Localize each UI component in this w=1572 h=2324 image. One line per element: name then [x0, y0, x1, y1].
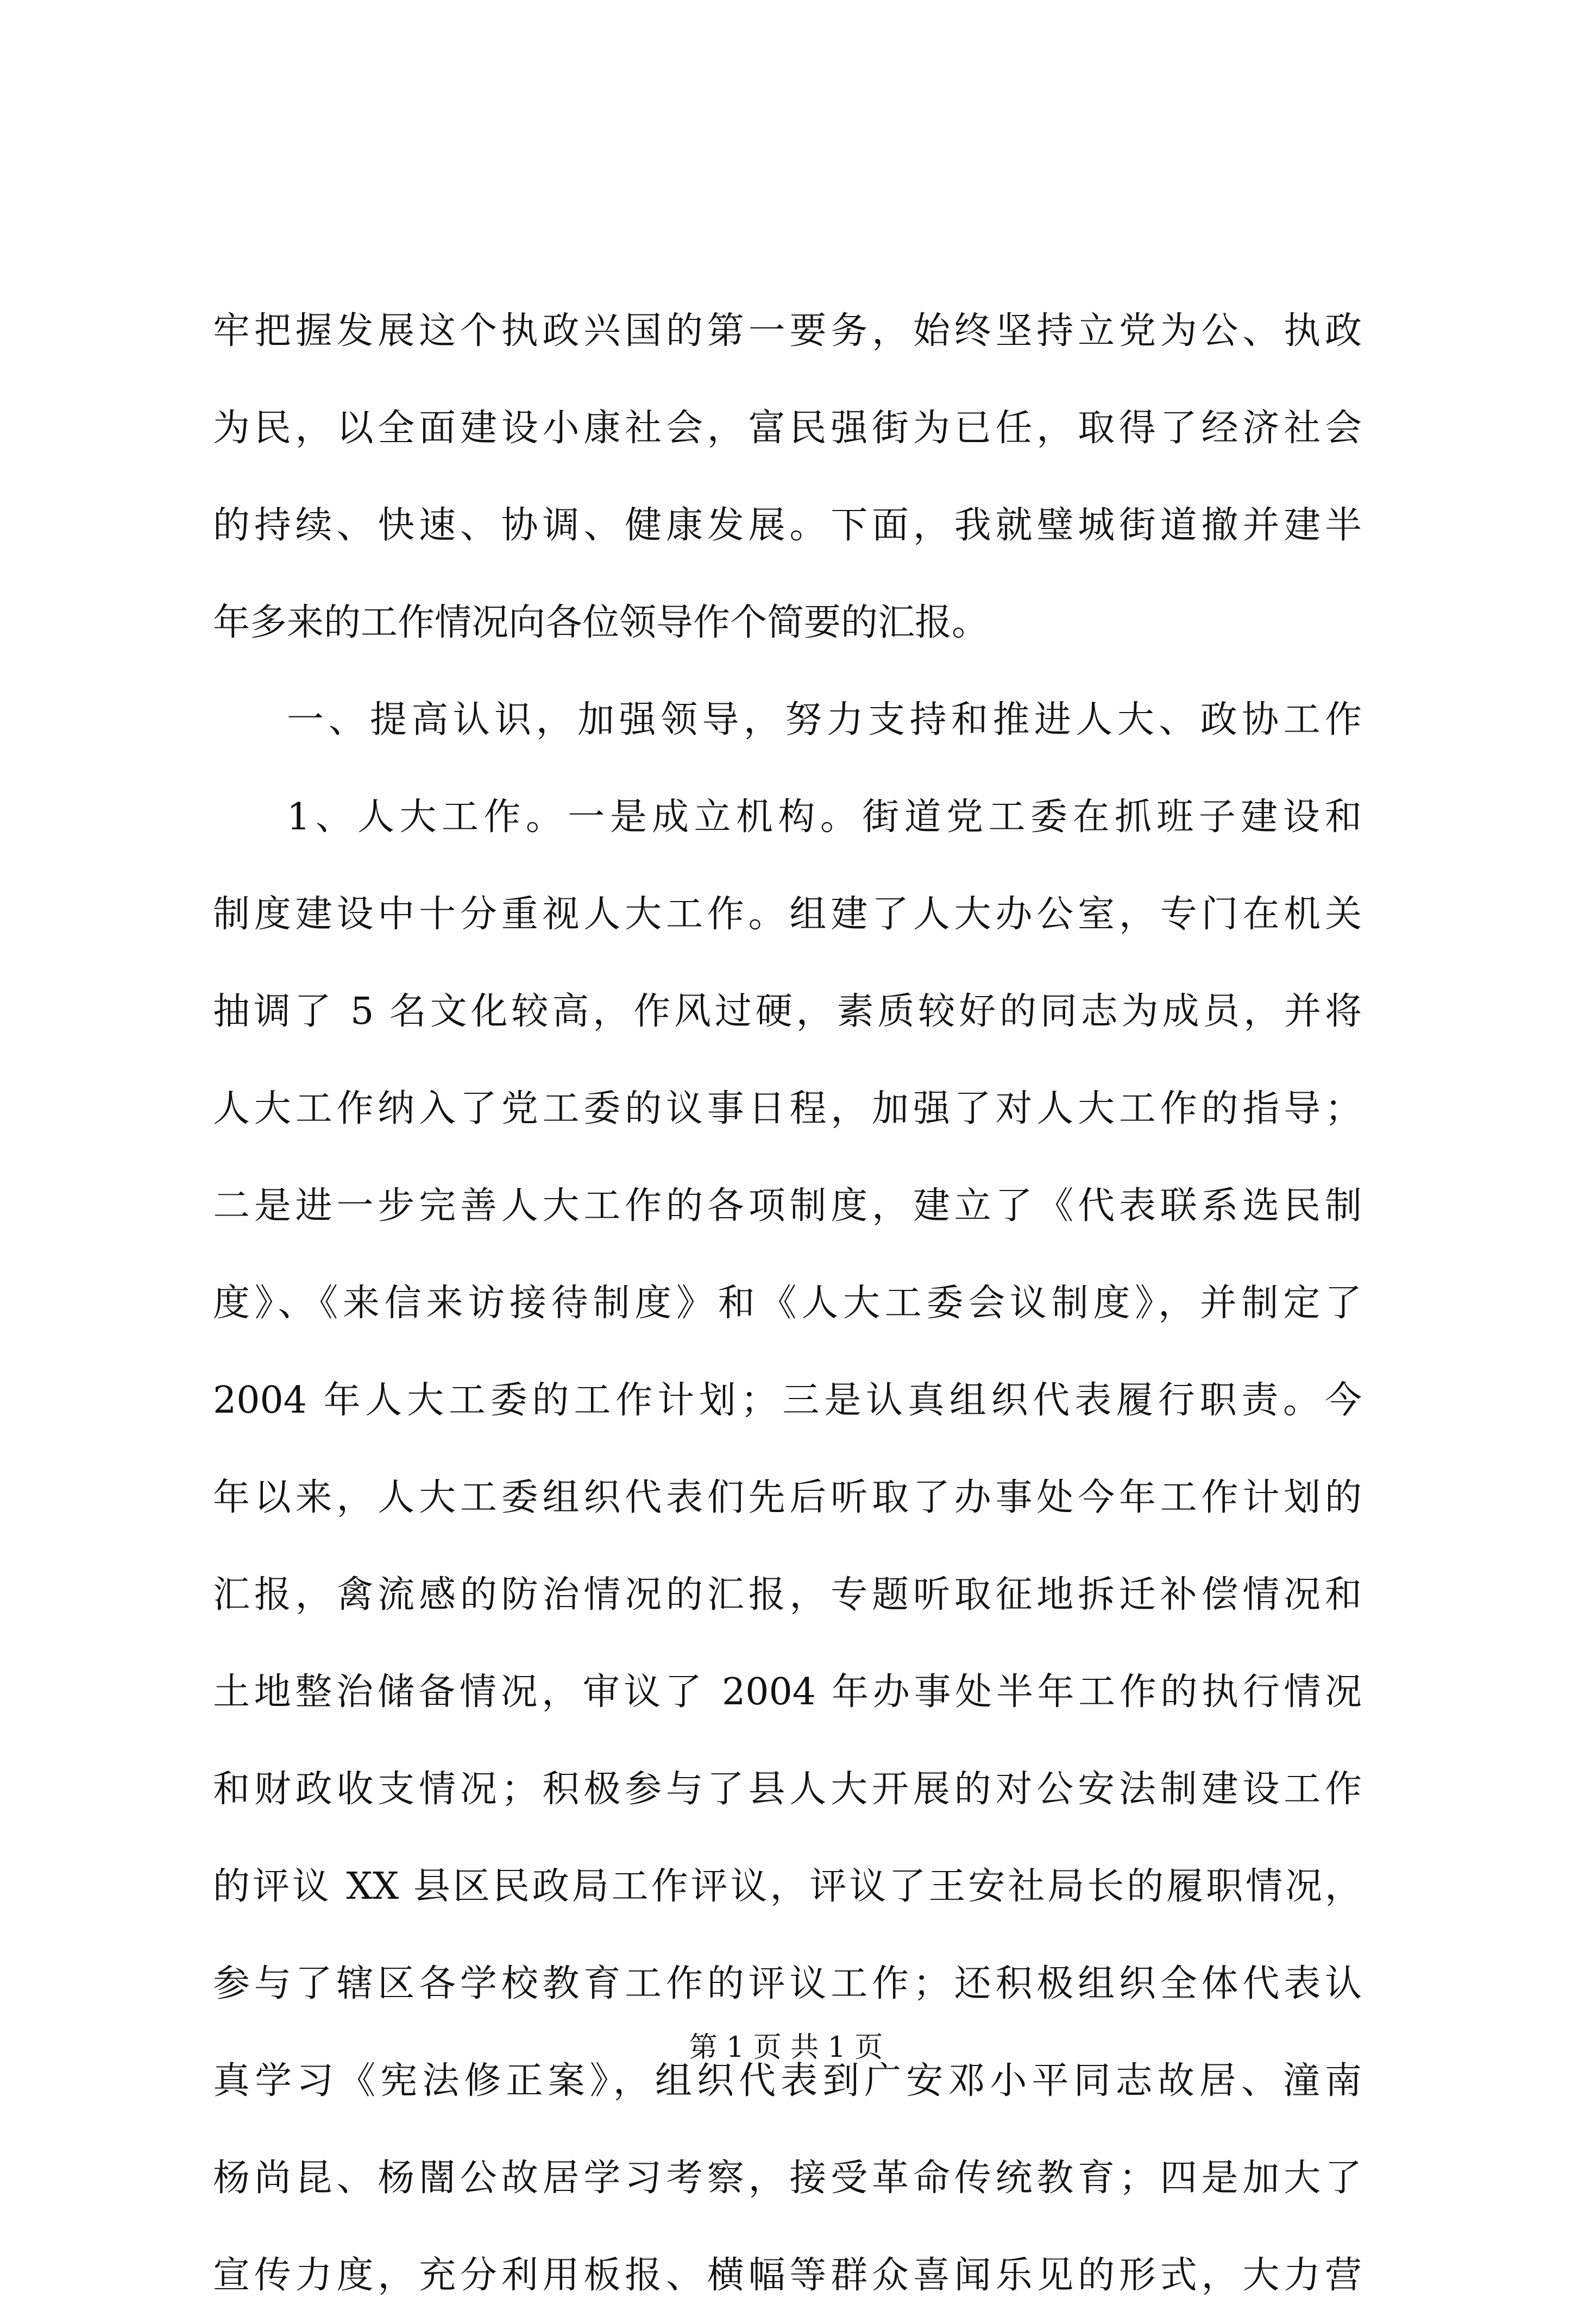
text-line-2: 为民，以全面建设小康社会，富民强街为已任，取得了经济社会 [213, 407, 1362, 450]
text-line-9: 人大工作纳入了党工委的议事日程，加强了对人大工作的指导； [213, 1087, 1362, 1130]
text-line-3: 的持续、快速、协调、健康发展。下面，我就璧城街道撤并建半 [213, 504, 1362, 547]
text-line-4: 年多来的工作情况向各位领导作个简要的汇报。 [213, 601, 989, 644]
section-heading-1: 一、提高认识，加强领导，努力支持和推进人大、政协工作 [287, 698, 1362, 741]
text-line-11: 度》、《来信来访接待制度》和《人大工委会议制度》，并制定了 [213, 1282, 1362, 1325]
text-line-18: 参与了辖区各学校教育工作的评议工作；还积极组织全体代表认 [213, 1962, 1362, 2005]
text-line-12: 2004 年人大工委的工作计划；三是认真组织代表履行职责。今 [213, 1379, 1362, 1422]
text-line-13: 年以来，人大工委组织代表们先后听取了办事处今年工作计划的 [213, 1476, 1362, 1519]
text-line-20: 杨尚昆、杨闇公故居学习考察，接受革命传统教育；四是加大了 [213, 2157, 1362, 2200]
text-line-21: 宣传力度，充分利用板报、横幅等群众喜闻乐见的形式，大力营 [213, 2254, 1362, 2297]
text-line-19: 真学习《宪法修正案》，组织代表到广安邓小平同志故居、潼南 [213, 2060, 1362, 2102]
text-line-6: 1、人大工作。一是成立机构。街道党工委在抓班子建设和 [287, 796, 1362, 839]
text-line-1: 牢把握发展这个执政兴国的第一要务，始终坚持立党为公、执政 [213, 310, 1362, 352]
text-line-8: 抽调了 5 名文化较高，作风过硬，素质较好的同志为成员，并将 [213, 990, 1362, 1033]
page-number-footer: 第 1 页 共 1 页 [689, 2031, 883, 2064]
text-line-7: 制度建设中十分重视人大工作。组建了人大办公室，专门在机关 [213, 893, 1362, 936]
document-body [213, 282, 1362, 2324]
text-line-14: 汇报，禽流感的防治情况的汇报，专题听取征地拆迁补偿情况和 [213, 1573, 1362, 1616]
text-line-17: 的评议 XX 县区民政局工作评议，评议了王安社局长的履职情况， [213, 1865, 1362, 1908]
text-line-15: 土地整治储备情况，审议了 2004 年办事处半年工作的执行情况 [213, 1671, 1362, 1714]
text-line-10: 二是进一步完善人大工作的各项制度，建立了《代表联系选民制 [213, 1185, 1362, 1227]
text-line-16: 和财政收支情况；积极参与了县人大开展的对公安法制建设工作 [213, 1768, 1362, 1811]
